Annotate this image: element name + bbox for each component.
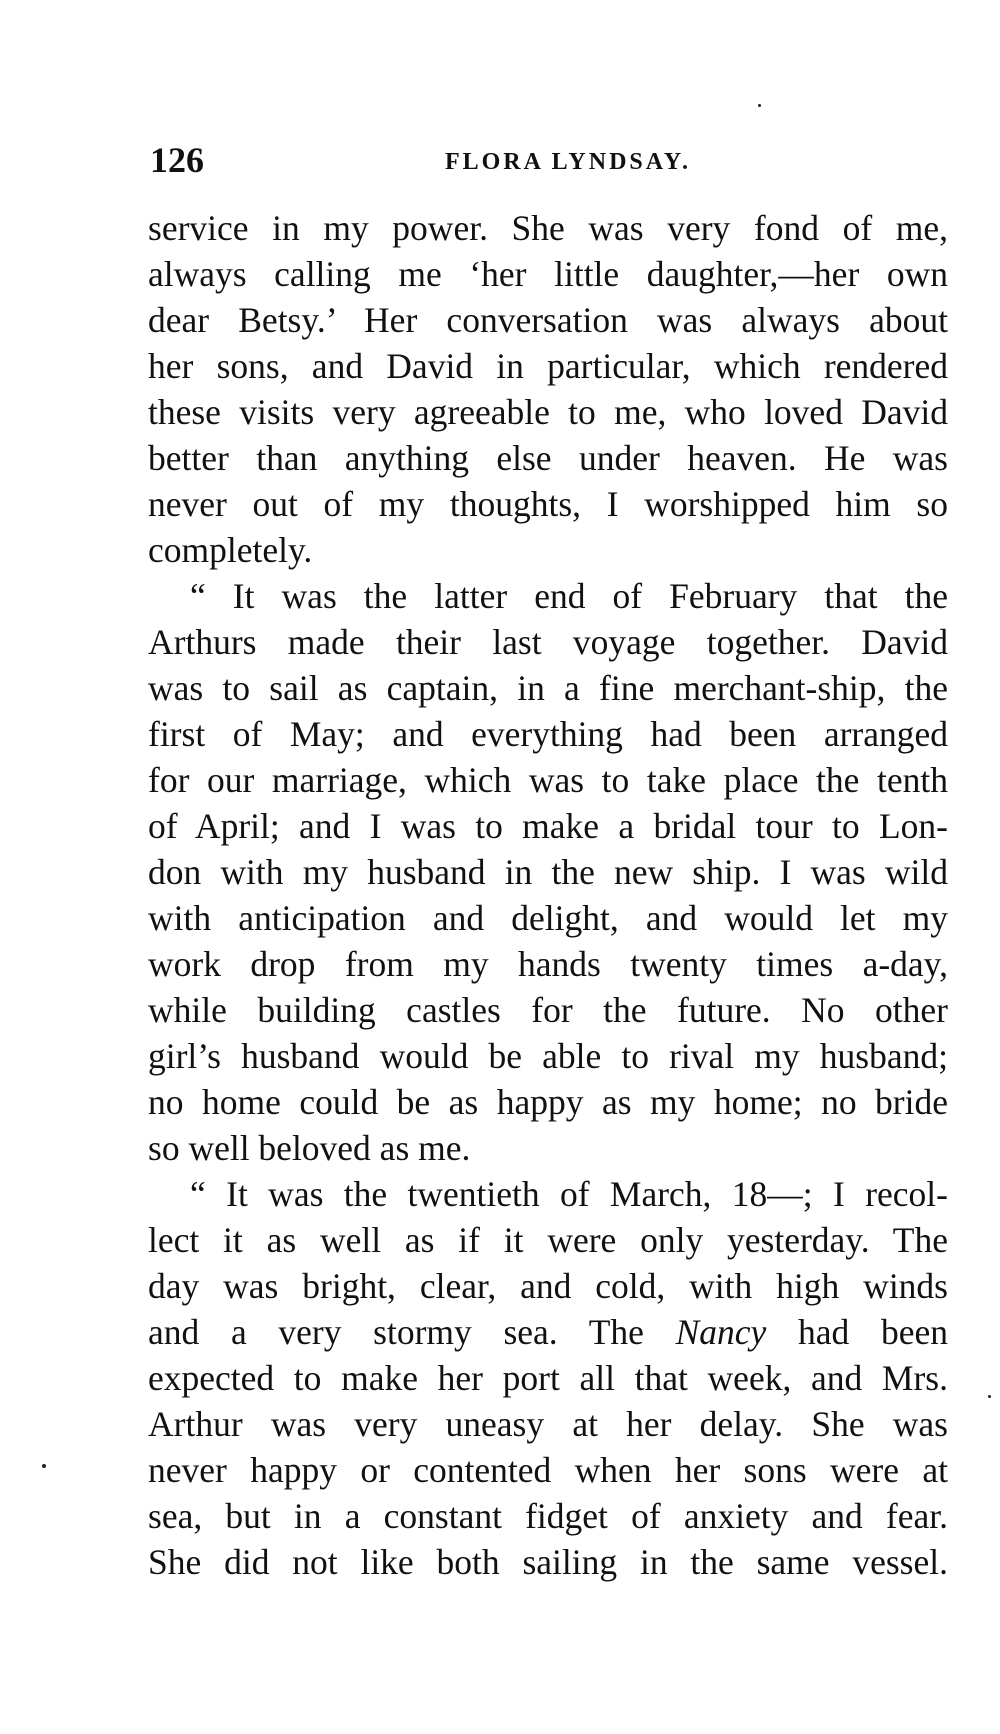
text-line: her sons, and David in particular, which rendered [148,346,948,386]
body-text [148,205,948,1585]
text-line: and a very stormy sea. The Nancy had been [148,1312,948,1352]
text-line: better than anything else under heaven. He was [148,438,948,478]
text-line: for our marriage, which was to take place the tenth [148,760,948,800]
text-line: dear Betsy.’ Her conversation was always about [148,300,948,340]
page-header [150,140,942,180]
text-line: completely. [148,530,313,570]
text-line: was to sail as captain, in a fine merchant-ship, the [148,668,948,708]
text-line: of April; and I was to make a bridal tour to Lon- [148,806,948,846]
scan-speck [42,1464,46,1468]
text-line: Arthurs made their last voyage together. David [148,622,948,662]
text-line: these visits very agreeable to me, who loved David [148,392,948,432]
text-line: never happy or contented when her sons were at [148,1450,948,1490]
text-line: sea, but in a constant fidget of anxiety and fear. [148,1496,948,1536]
text-line: She did not like both sailing in the same vessel. [148,1542,948,1582]
paragraph [148,1171,948,1585]
text-line: “ It was the twentieth of March, 18—; I recol- [190,1174,948,1214]
text-line: while building castles for the future. No other [148,990,948,1030]
text-line: lect it as well as if it were only yesterday. The [148,1220,948,1260]
paragraph [148,573,948,1171]
ship-name: Nancy [675,1312,767,1352]
text-line: never out of my thoughts, I worshipped him so [148,484,948,524]
text-line: service in my power. She was very fond of me, [148,208,948,248]
text-line: work drop from my hands twenty times a-day, [148,944,948,984]
text-line: Arthur was very uneasy at her delay. She was [148,1404,948,1444]
paragraph [148,205,948,573]
text-line: so well beloved as me. [148,1128,471,1168]
text-line: girl’s husband would be able to rival my husband; [148,1036,948,1076]
text-line: “ It was the latter end of February that the [190,576,948,616]
page-number: 126 [150,140,204,180]
text-line: with anticipation and delight, and would let my [148,898,948,938]
text-line: first of May; and everything had been arranged [148,714,948,754]
text-line: day was bright, clear, and cold, with high winds [148,1266,948,1306]
scan-speck [758,104,761,107]
text-line: expected to make her port all that week, and Mrs. [148,1358,948,1398]
text-line: don with my husband in the new ship. I was wild [148,852,948,892]
text-line: always calling me ‘her little daughter,—her own [148,254,948,294]
scan-speck [988,1395,991,1398]
text-line: no home could be as happy as my home; no bride [148,1082,948,1122]
running-head: FLORA LYNDSAY. [444,149,692,175]
